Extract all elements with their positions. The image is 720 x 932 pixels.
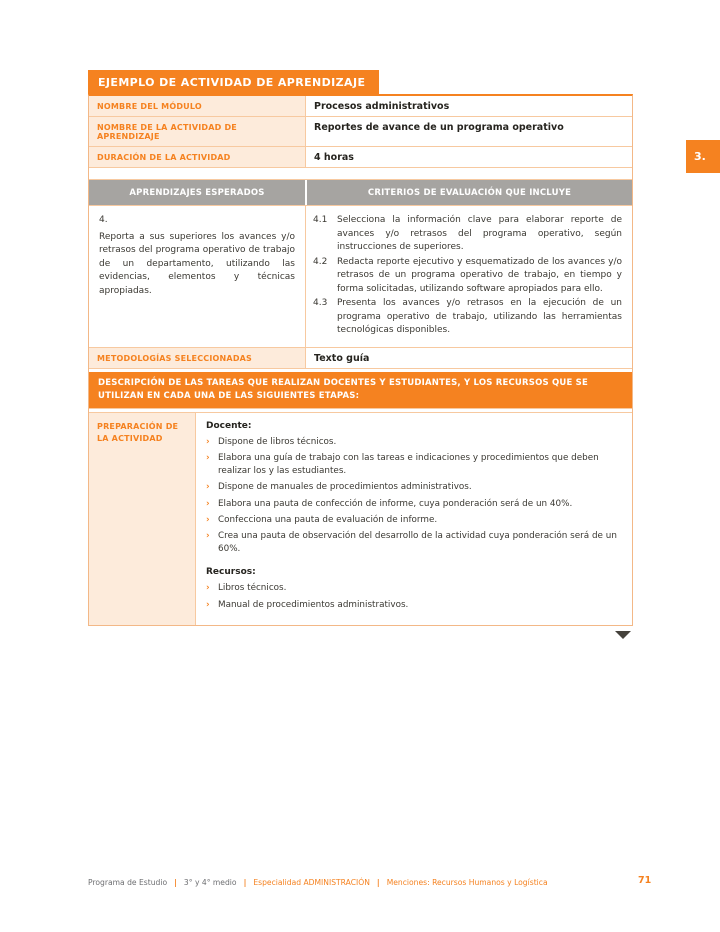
footer-separator: |: [243, 878, 247, 887]
list-item-text: Dispone de libros técnicos.: [218, 436, 337, 447]
list-item: [206, 481, 620, 494]
criterios-cell: [305, 206, 632, 347]
row-value-duracion: 4 horas: [305, 147, 632, 167]
criterio-number: 4.1: [313, 215, 328, 225]
table-spacer: [89, 167, 632, 179]
bullet-icon: ›: [206, 482, 210, 493]
bullet-icon: ›: [206, 583, 210, 594]
aprendizaje-esperado-cell: [89, 206, 305, 347]
bullet-icon: ›: [206, 514, 210, 525]
chapter-tab-label: 3.: [694, 150, 706, 163]
list-item-text: Elabora una guía de trabajo con las tareas e indicaciones y procedimientos que deben realizar los y las estudiantes.: [218, 453, 599, 477]
page-footer: [88, 878, 548, 887]
row-label-duracion: DURACIÓN DE LA ACTIVIDAD: [89, 147, 305, 167]
list-item: [206, 498, 620, 511]
row-label-actividad: NOMBRE DE LA ACTIVIDAD DE APRENDIZAJE: [89, 117, 305, 146]
footer-separator: |: [376, 878, 380, 887]
bullet-icon: ›: [206, 453, 210, 464]
table-row: [89, 96, 632, 116]
bullet-icon: ›: [206, 599, 210, 610]
activity-table: [88, 94, 633, 626]
footer-mentions: Menciones: Recursos Humanos y Logística: [386, 878, 548, 887]
criterio-text: Selecciona la información clave para elaborar reporte de avances y/o retrasos del programa operativo, según instrucciones de superiores.: [337, 215, 622, 252]
footer-specialty: Especialidad ADMINISTRACIÓN: [253, 878, 370, 887]
criterio-number: 4.2: [313, 256, 328, 267]
chapter-tab: [686, 140, 720, 173]
list-item: [206, 436, 620, 449]
list-item-text: Elabora una pauta de confección de informe, cuya ponderación será de un 40%.: [218, 498, 573, 509]
activity-document: [88, 70, 633, 639]
header-criterios: CRITERIOS DE EVALUACIÓN QUE INCLUYE: [305, 180, 632, 205]
criterio-text: Presenta los avances y/o retrasos en la ejecución de un programa operativo de trabajo, utilizando las herramientas tecnológicas disponibles.: [337, 298, 622, 335]
list-item: [206, 599, 620, 612]
continuation-arrow-icon: [615, 631, 631, 639]
list-item: [206, 452, 620, 478]
bullet-icon: ›: [206, 436, 210, 447]
table-row: [89, 146, 632, 167]
criterio-item: [313, 256, 622, 297]
criterio-number: 4.3: [313, 298, 328, 308]
page-title: EJEMPLO DE ACTIVIDAD DE APRENDIZAJE: [88, 70, 379, 94]
bullet-icon: ›: [206, 498, 210, 509]
list-item: [206, 582, 620, 595]
preparacion-row: [89, 412, 632, 625]
row-value-modulo: Procesos administrativos: [305, 96, 632, 116]
row-label-modulo: NOMBRE DEL MÓDULO: [89, 96, 305, 116]
list-item-text: Dispone de manuales de procedimientos administrativos.: [218, 482, 472, 493]
footer-separator: |: [174, 878, 177, 887]
bullet-icon: ›: [206, 530, 210, 541]
recursos-title: Recursos:: [206, 567, 256, 578]
table-row: [89, 347, 632, 368]
list-item-text: Confecciona una pauta de evaluación de informe.: [218, 514, 438, 525]
header-aprendizajes: APRENDIZAJES ESPERADOS: [89, 180, 305, 205]
list-item-text: Libros técnicos.: [218, 583, 287, 594]
row-value-metodologias: Texto guía: [305, 348, 632, 368]
list-item: [206, 514, 620, 527]
list-item-text: Crea una pauta de observación del desarrollo de la actividad cuya ponderación será de un 60%.: [218, 530, 617, 555]
criterio-item: [313, 214, 622, 255]
criterio-item: [313, 297, 622, 338]
footer-grade: 3° y 4° medio: [183, 878, 237, 887]
list-item-text: Manual de procedimientos administrativos.: [218, 599, 409, 610]
aprendizaje-text: Reporta a sus superiores los avances y/o retrasos del programa operativo de trabajo de un departamento, utilizando las evidencias, elementos y técnicas apropiadas.: [99, 231, 295, 296]
criterio-text: Redacta reporte ejecutivo y esquematizado de los avances y/o retrasos de un programa operativo de trabajo, en tiempo y forma solicitadas, utilizando software apropiados para ello.: [337, 256, 622, 294]
row-label-metodologias: METODOLOGÍAS SELECCIONADAS: [89, 348, 305, 368]
page-number: 71: [638, 875, 652, 886]
preparacion-content: [195, 413, 632, 625]
table-header-row: [89, 179, 632, 205]
list-item: [206, 530, 620, 556]
table-row: [89, 116, 632, 146]
aprendizaje-number: 4.: [99, 215, 108, 225]
descripcion-banner: DESCRIPCIÓN DE LAS TAREAS QUE REALIZAN DOCENTES Y ESTUDIANTES, Y LOS RECURSOS QUE SE UTILIZAN EN CADA UNA DE LAS SIGUIENTES ETAPAS:: [89, 372, 632, 408]
footer-program: Programa de Estudio: [88, 878, 168, 887]
table-content-row: [89, 205, 632, 347]
preparacion-label: PREPARACIÓN DE LA ACTIVIDAD: [89, 413, 195, 625]
row-value-actividad: Reportes de avance de un programa operativo: [305, 117, 632, 146]
docente-title: Docente:: [206, 420, 252, 431]
